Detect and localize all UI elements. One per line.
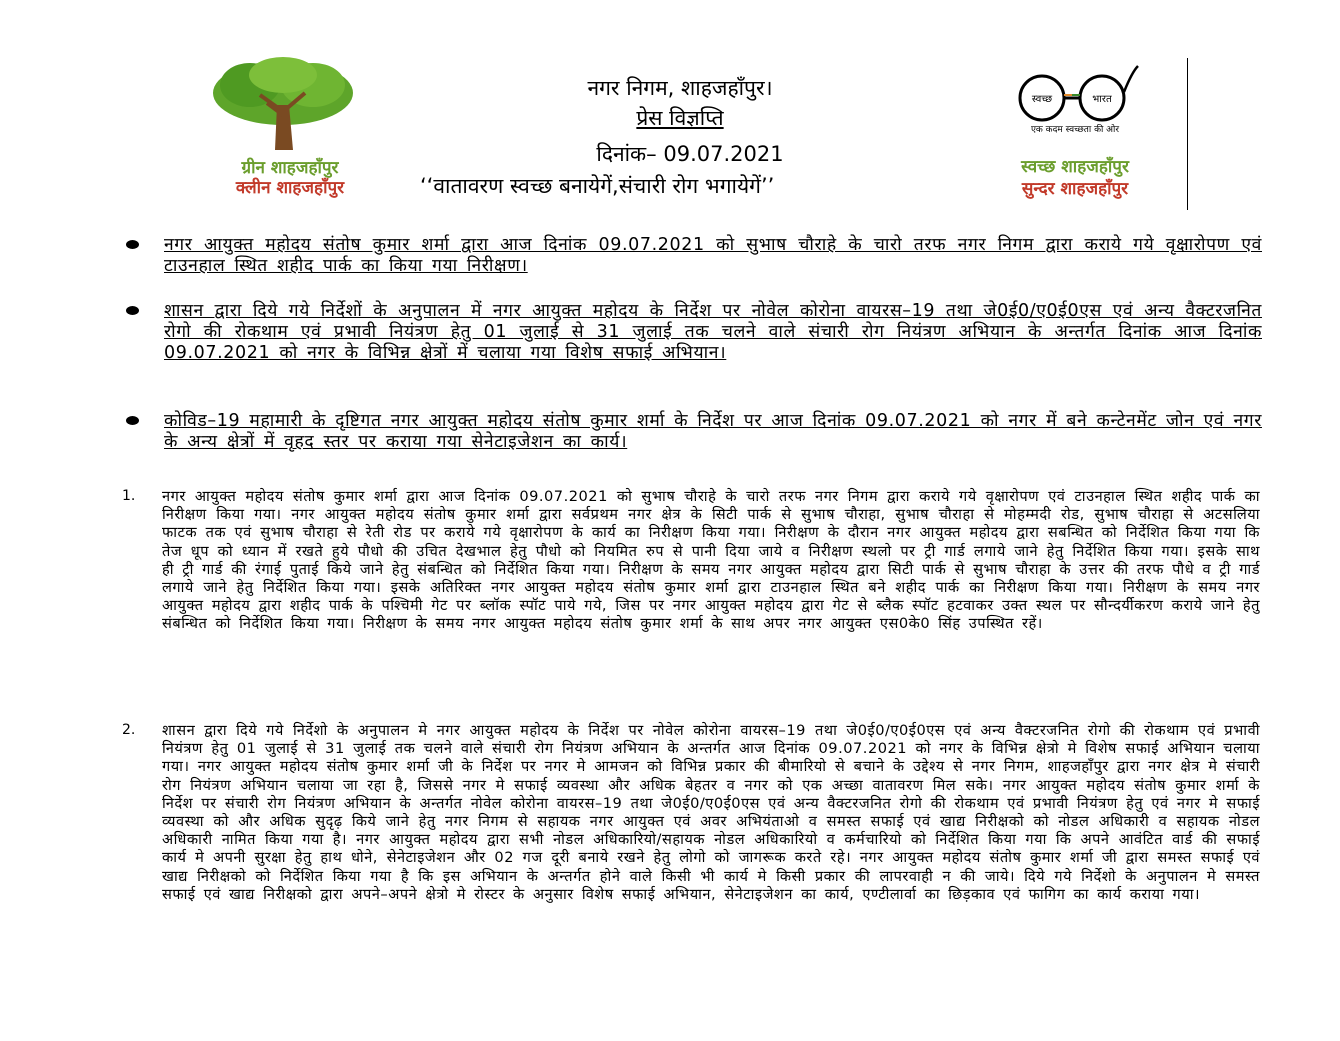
paragraph-number: 2.	[122, 722, 136, 738]
press-release-label: प्रेस विज्ञप्ति	[636, 106, 724, 130]
paragraph-number: 1.	[122, 488, 136, 504]
slogan: ‘‘वातावरण स्वच्छ बनायेगें,संचारी रोग भगायेगें’’	[420, 174, 775, 198]
paragraph-text: नगर आयुक्त महोदय संतोष कुमार शर्मा द्वारा आज दिनांक 09.07.2021 को सुभाष चौराहे के चारो तरफ नगर निगम द्वारा कराये गये वृक्षारोपण एवं टाउनहाल स्थित शहीद पार्क का निरीक्षण किया गया। नगर आयुक्त महोदय संतोष कुमार शर्मा द्वारा सर्वप्रथम नगर क्षेत्र के सिटी पार्क से सुभाष चौराहा, सुभाष चौराहा से मोहम्मदी रोड, सुभाष चौराहा से अटसलिया फाटक तक एवं सुभाष चौराहा से रेती रोड पर कराये गये वृक्षारोपण के कार्य का निरीक्षण किया गया। निरीक्षण के दौरान नगर आयुक्त महोदय द्वारा सबन्धित को निर्देशित किया गया कि तेज धूप को ध्यान में रखते हुये पौधो की उचित देखभाल हेतु पौधो को नियमित रुप से पानी दिया जाये व निरीक्षण स्थलो पर ट्री गार्ड लगाये जाने हेतु निर्देशित किया गया। इसके साथ ही ट्री गार्ड की रंगाई पुताई किये जाने हेतु संबन्धित को निर्देशित किया गया। निरीक्षण के समय नगर आयुक्त महोदय द्वारा सिटी पार्क से सुभाष चौराहा के उत्तर की तरफ पौधे व ट्री गार्ड लगाये जाने हेतु निर्देशित किया गया। इसके अतिरिक्त नगर आयुक्त महोदय संतोष कुमार शर्मा द्वारा टाउनहाल स्थित बने शहीद पार्क का निरीक्षण किया गया। निरीक्षण के समय नगर आयुक्त महोदय द्वारा शहीद पार्क के पश्चिमी गेट पर ब्लॉक स्पॉट पाये गये, जिस पर नगर आयुक्त महोदय द्वारा गेट से ब्लैक स्पॉट हटवाकर उक्त स्थल पर सौन्दर्यीकरण कराये जाने हेतु संबन्धित को निर्देशित किया गया। निरीक्षण के समय नगर आयुक्त महोदय संतोष कुमार शर्मा के साथ अपर नगर आयुक्त एस0के0 सिंह उपस्थित रहें।	[162, 488, 1260, 633]
left-logo-line2: क्लीन शाहजहाँपुर	[235, 178, 345, 198]
right-logo-line2: सुन्दर शाहजहाँपुर	[1021, 179, 1129, 199]
org-name: नगर निगम, शाहजहाँपुर।	[587, 76, 773, 100]
left-logo-line1: ग्रीन शाहजहाँपुर	[241, 158, 339, 178]
list-item	[126, 301, 1266, 385]
glasses-right-text: भारत	[1092, 94, 1112, 105]
header-divider	[1187, 58, 1188, 210]
bullet-text: कोविड–19 महामारी के दृष्टिगत नगर आयुक्त महोदय संतोष कुमार शर्मा के निर्देश पर आज दिनांक 09.07.2021 को नगर में बने कन्टेनमेंट जोन एवं नगर के अन्य क्षेत्रों में वृहद स्तर पर कराया गया सेनेटाइजेशन का कार्य।	[164, 411, 1262, 452]
swachh-shahjahanpur-logo	[1010, 62, 1140, 202]
list-item	[126, 411, 1266, 455]
numbered-paragraph	[120, 488, 1270, 698]
right-logo-line1: स्वच्छ शाहजहाँपुर	[1021, 157, 1129, 177]
right-logo-tagline: एक कदम स्वच्छता की ओर	[1030, 125, 1120, 135]
bullet-text: शासन द्वारा दिये गये निर्देशों के अनुपालन में नगर आयुक्त महोदय के निर्देश पर नोवेल कोरोना वायरस–19 तथा जे0ई0/ए0ई0एस एवं अन्य वैक्टरजनित रोगो की रोकथाम एवं प्रभावी नियंत्रण हेतु 01 जुलाई से 31 जुलाई तक चलने वाले संचारी रोग नियंत्रण अभियान के अन्तर्गत दिनांक आज दिनांक 09.07.2021 को नगर के विभिन्न क्षेत्रों में चलाया गया विशेष सफाई अभियान।	[164, 301, 1262, 363]
bullet-text: नगर आयुक्त महोदय संतोष कुमार शर्मा द्वारा आज दिनांक 09.07.2021 को सुभाष चौराहे के चारो तरफ नगर निगम द्वारा कराये गये वृक्षारोपण एवं टाउनहाल स्थित शहीद पार्क का किया गया निरीक्षण।	[164, 235, 1262, 276]
numbered-paragraph	[120, 722, 1270, 1022]
bullet-dot-icon	[126, 306, 139, 315]
tree-icon	[205, 55, 360, 155]
swachh-bharat-glasses-icon	[1010, 62, 1140, 122]
press-release-heading	[500, 104, 860, 132]
bullet-dot-icon	[126, 240, 139, 249]
release-date: दिनांक– 09.07.2021	[596, 142, 784, 166]
glasses-left-text: स्वच्छ	[1031, 94, 1053, 105]
green-shahjahanpur-logo	[205, 55, 360, 205]
list-item	[126, 235, 1266, 279]
bullet-dot-icon	[126, 416, 139, 425]
paragraph-text: शासन द्वारा दिये गये निर्देशो के अनुपालन मे नगर आयुक्त महोदय के निर्देश पर नोवेल कोरोना वायरस–19 तथा जे0ई0/ए0ई0एस एवं अन्य वैक्टरजनित रोगो की रोकथाम एवं प्रभावी नियंत्रण हेतु 01 जुलाई से 31 जुलाई तक चलने वाले संचारी रोग नियंत्रण अभियान के अन्तर्गत आज दिनांक 09.07.2021 को नगर के विभिन्न क्षेत्रो मे विशेष सफाई अभियान चलाया गया। नगर आयुक्त महोदय संतोष कुमार शर्मा जी के निर्देश पर नगर मे आमजन को विभिन्न प्रकार की बीमारियो से बचाने के उद्देश्य से नगर निगम, शाहजहाँपुर द्वारा नगर क्षेत्र मे संचारी रोग नियंत्रण अभियान चलाया जा रहा है, जिससे नगर मे सफाई व्यवस्था और अधिक बेहतर व नगर को एक अच्छा वातावरण मिल सके। नगर आयुक्त महोदय संतोष कुमार शर्मा के निर्देश पर संचारी रोग नियंत्रण अभियान के अन्तर्गत नोवेल कोरोना वायरस–19 तथा जे0ई0/ए0ई0एस एवं अन्य वैक्टरजनित रोगो की रोकथाम एवं प्रभावी नियंत्रण हेतु एवं नगर मे सफाई व्यवस्था को और अधिक सुदृढ़ किये जाने हेतु नगर निगम से सहायक नगर आयुक्त एवं अवर अभियंताओ व समस्त सफाई एवं खाद्य निरीक्षको को नोडल अधिकारी व सहायक नोडल अधिकारी नामित किया गया है। नगर आयुक्त महोदय द्वारा सभी नोडल अधिकारियो/सहायक नोडल अधिकारियो व कर्मचारियो को निर्देशित किया गया कि अपने आवंटित वार्ड की सफाई कार्य मे अपनी सुरक्षा हेतु हाथ धोने, सेनेटाइजेशन और 02 गज दूरी बनाये रखने हेतु लोगो को जागरूक करते रहे। नगर आयुक्त महोदय संतोष कुमार शर्मा जी द्वारा समस्त सफाई एवं खाद्य निरीक्षको को निर्देशित किया गया है कि इस अभियान के अन्तर्गत होने वाले किसी भी कार्य मे किसी प्रकार की लापरवाही न की जाये। दिये गये निर्देशो के अनुपालन मे समस्त सफाई एवं खाद्य निरीक्षको द्वारा अपने–अपने क्षेत्रो मे रोस्टर के अनुसार विशेष सफाई अभियान, सेनेटाइजेशन का कार्य, एण्टीलार्वा का छिड़काव एवं फागिग का कार्य कराया गया।	[162, 722, 1260, 903]
